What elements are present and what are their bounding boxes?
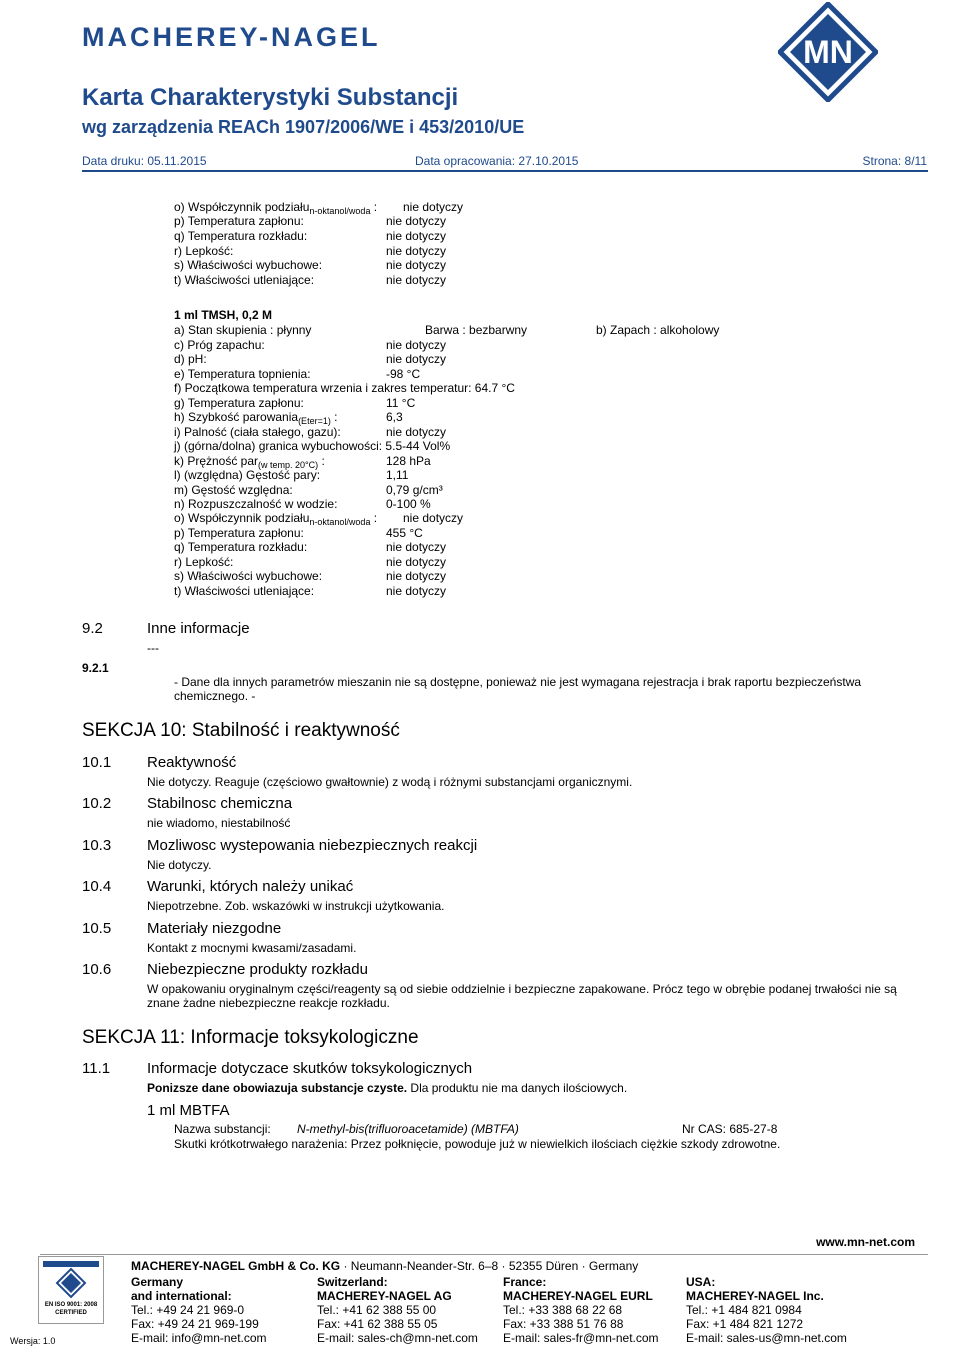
page-number: Strona: 8/11 (862, 154, 927, 168)
contact-heading: Switzerland: (317, 1275, 388, 1289)
subsection-number: 9.2.1 (82, 661, 109, 675)
property-label: m) Gęstość względna: (174, 483, 293, 497)
property-value: 0,79 g/cm³ (386, 483, 443, 497)
contact-email[interactable]: E-mail: sales-ch@mn-net.com (317, 1331, 478, 1345)
property-value: nie dotyczy (386, 555, 447, 569)
property-label: t) Właściwości utleniające: (174, 584, 315, 598)
property-value: 6,3 (386, 410, 403, 424)
item-number: 10.3 (82, 837, 112, 854)
contact-heading: MACHEREY-NAGEL Inc. (686, 1289, 824, 1303)
footer-rule (40, 1254, 928, 1255)
item-text: nie wiadomo, niestabilność (147, 816, 291, 830)
substance-name: N-methyl-bis(trifluoroacetamide) (MBTFA) (297, 1122, 519, 1136)
property-label: p) Temperatura zapłonu: (174, 214, 304, 228)
color-label: Barwa : bezbarwny (425, 323, 528, 337)
property-value: nie dotyczy (386, 425, 447, 439)
contact-email[interactable]: E-mail: sales-fr@mn-net.com (503, 1331, 659, 1345)
item-title: Informacje dotyczace skutków toksykologicznych (147, 1060, 473, 1077)
mn-logo-text: MN (803, 34, 853, 70)
contact-email[interactable]: E-mail: sales-us@mn-net.com (686, 1331, 847, 1345)
property-label: n) Rozpuszczalność w wodzie: (174, 497, 338, 511)
data-note: Ponizsze dane obowiazuja substancje czyste. Dla produktu nie ma danych ilościowych. (147, 1081, 628, 1095)
property-value: nie dotyczy (386, 229, 447, 243)
property-value: nie dotyczy (386, 273, 447, 287)
property-label: g) Temperatura zapłonu: (174, 396, 304, 410)
dashes: --- (147, 641, 159, 655)
item-text: Niepotrzebne. Zob. wskazówki w instrukcji użytkowania. (147, 899, 445, 913)
item-number: 10.4 (82, 878, 112, 895)
property-label: o) Współczynnik podziału$_{n-oktanol/woda}$ : (174, 511, 378, 527)
contact-heading: USA: (686, 1275, 716, 1289)
note-text: - Dane dla innych parametrów mieszanin nie są dostępne, ponieważ nie jest wymagana rejestracja i brak raportu bezpieczeństwa chemicznego. - (174, 675, 862, 703)
item-number: 10.5 (82, 920, 112, 937)
item-text: Kontakt z mocnymi kwasami/zasadami. (147, 941, 357, 955)
property-label: p) Temperatura zapłonu: (174, 526, 304, 540)
item-title: Materiały niezgodne (147, 920, 282, 937)
property-label: d) pH: (174, 352, 207, 366)
property-label: e) Temperatura topnienia: (174, 367, 311, 381)
property-label: l) (względna) Gęstość pary: (174, 468, 321, 482)
property-value: nie dotyczy (386, 338, 447, 352)
mn-logo (778, 2, 878, 102)
contact-fax: Fax: +41 62 388 55 05 (317, 1317, 438, 1331)
property-label: f) Początkowa temperatura wrzenia i zakres temperatur: 64.7 °C (174, 381, 515, 395)
property-value: 128 hPa (386, 454, 431, 468)
property-label: s) Właściwości wybuchowe: (174, 258, 323, 272)
property-label: r) Lepkość: (174, 244, 234, 258)
section-number: 9.2 (82, 620, 103, 637)
document-subtitle: wg zarządzenia REACh 1907/2006/WE i 453/2010/UE (82, 117, 525, 137)
contact-heading: MACHEREY-NAGEL AG (317, 1289, 452, 1303)
contact-phone: Tel.: +33 388 68 22 68 (503, 1303, 623, 1317)
contact-fax: Fax: +33 388 51 76 88 (503, 1317, 624, 1331)
contact-email[interactable]: E-mail: info@mn-net.com (131, 1331, 267, 1345)
property-label: i) Palność (ciała stałego, gazu): (174, 425, 341, 439)
item-title: Stabilnosc chemiczna (147, 795, 293, 812)
property-value: nie dotyczy (386, 244, 447, 258)
property-label: o) Współczynnik podziału$_{n-oktanol/woda}$ : (174, 200, 378, 216)
property-label: c) Próg zapachu: (174, 338, 265, 352)
property-value: nie dotyczy (403, 200, 464, 214)
property-label: t) Właściwości utleniające: (174, 273, 315, 287)
item-number: 10.2 (82, 795, 112, 812)
item-title: Reaktywność (147, 754, 237, 771)
odor-label: b) Zapach : alkoholowy (596, 323, 720, 337)
item-title: Mozliwosc wystepowania niebezpiecznych reakcji (147, 837, 478, 854)
substance-label: Nazwa substancji: (174, 1122, 271, 1136)
item-text: W opakowaniu oryginalnym części/reagenty są od siebie oddzielnie i bezpieczne zapakowane. Prócz tego w obrębie podanej trwałości nie są znane żadne niebezpieczne reakcje rozkładu. (147, 982, 897, 1010)
contact-heading: Germany (131, 1275, 184, 1289)
item-number: 11.1 (82, 1060, 111, 1077)
cert-label: CERTIFIED (55, 1310, 87, 1316)
section-10-title: SEKCJA 10: Stabilność i reaktywność (82, 720, 400, 741)
product-name: 1 ml MBTFA (147, 1102, 230, 1119)
property-value: nie dotyczy (386, 569, 447, 583)
property-label: q) Temperatura rozkładu: (174, 540, 308, 554)
property-value: 455 °C (386, 526, 423, 540)
section-11-title: SEKCJA 11: Informacje toksykologiczne (82, 1027, 419, 1048)
property-value: nie dotyczy (386, 584, 447, 598)
contact-phone: Tel.: +1 484 821 0984 (686, 1303, 802, 1317)
property-label: h) Szybkość parowania$_{(Eter=1)}$ : (174, 410, 338, 426)
print-date: Data druku: 05.11.2015 (82, 154, 207, 168)
contact-fax: Fax: +1 484 821 1272 (686, 1317, 804, 1331)
property-value: 0-100 % (386, 497, 431, 511)
property-label: j) (górna/dolna) granica wybuchowości: 5.5-44 Vol% (174, 439, 451, 453)
header-rule (82, 170, 928, 172)
property-value: nie dotyczy (403, 511, 464, 525)
cas-number: Nr CAS: 685-27-8 (682, 1122, 778, 1136)
item-text: Nie dotyczy. (147, 858, 212, 872)
item-title: Warunki, których należy unikać (147, 878, 354, 895)
item-number: 10.1 (82, 754, 112, 771)
document-title: Karta Charakterystyki Substancji (82, 84, 459, 111)
contact-heading: and international: (131, 1289, 232, 1303)
contact-heading: France: (503, 1275, 547, 1289)
item-number: 10.6 (82, 961, 112, 978)
version-label: Wersja: 1.0 (10, 1336, 56, 1346)
contact-heading: MACHEREY-NAGEL EURL (503, 1289, 653, 1303)
property-value: 11 °C (386, 396, 416, 410)
contact-phone: Tel.: +49 24 21 969-0 (131, 1303, 245, 1317)
property-value: nie dotyczy (386, 258, 447, 272)
property-value: -98 °C (386, 367, 421, 381)
property-value: nie dotyczy (386, 540, 447, 554)
item-title: Niebezpieczne produkty rozkładu (147, 961, 368, 978)
property-value: nie dotyczy (386, 352, 447, 366)
company-line: MACHEREY-NAGEL GmbH & Co. KG · Neumann-Neander-Str. 6–8 · 52355 Düren · Germany (131, 1259, 639, 1273)
contact-fax: Fax: +49 24 21 969-199 (131, 1317, 259, 1331)
item-text: Nie dotyczy. Reaguje (częściowo gwałtownie) z wodą i różnymi substancjami organicznymi. (147, 775, 633, 789)
state-label: a) Stan skupienia : płynny (174, 323, 312, 337)
property-value: nie dotyczy (386, 214, 447, 228)
effects-text: Skutki krótkotrwałego narażenia: Przez połknięcie, powoduje już w niewielkich ilościach ciężkie szkody zdrowotne. (174, 1137, 781, 1151)
edit-date: Data opracowania: 27.10.2015 (415, 154, 579, 168)
property-label: s) Właściwości wybuchowe: (174, 569, 323, 583)
cert-label: EN ISO 9001: 2008 (44, 1302, 98, 1308)
section-title: Inne informacje (147, 620, 250, 637)
contact-phone: Tel.: +41 62 388 55 00 (317, 1303, 437, 1317)
property-value: 1,11 (386, 468, 409, 482)
brand-name: MACHEREY-NAGEL (82, 22, 381, 52)
product-heading: 1 ml TMSH, 0,2 M (174, 308, 273, 322)
property-label: q) Temperatura rozkładu: (174, 229, 308, 243)
property-label: k) Prężność par$_{(w temp. 20^\circ C)}$ : (174, 454, 325, 470)
certification-badge (38, 1256, 104, 1324)
website-link[interactable]: www.mn-net.com (816, 1235, 915, 1249)
property-label: r) Lepkość: (174, 555, 234, 569)
